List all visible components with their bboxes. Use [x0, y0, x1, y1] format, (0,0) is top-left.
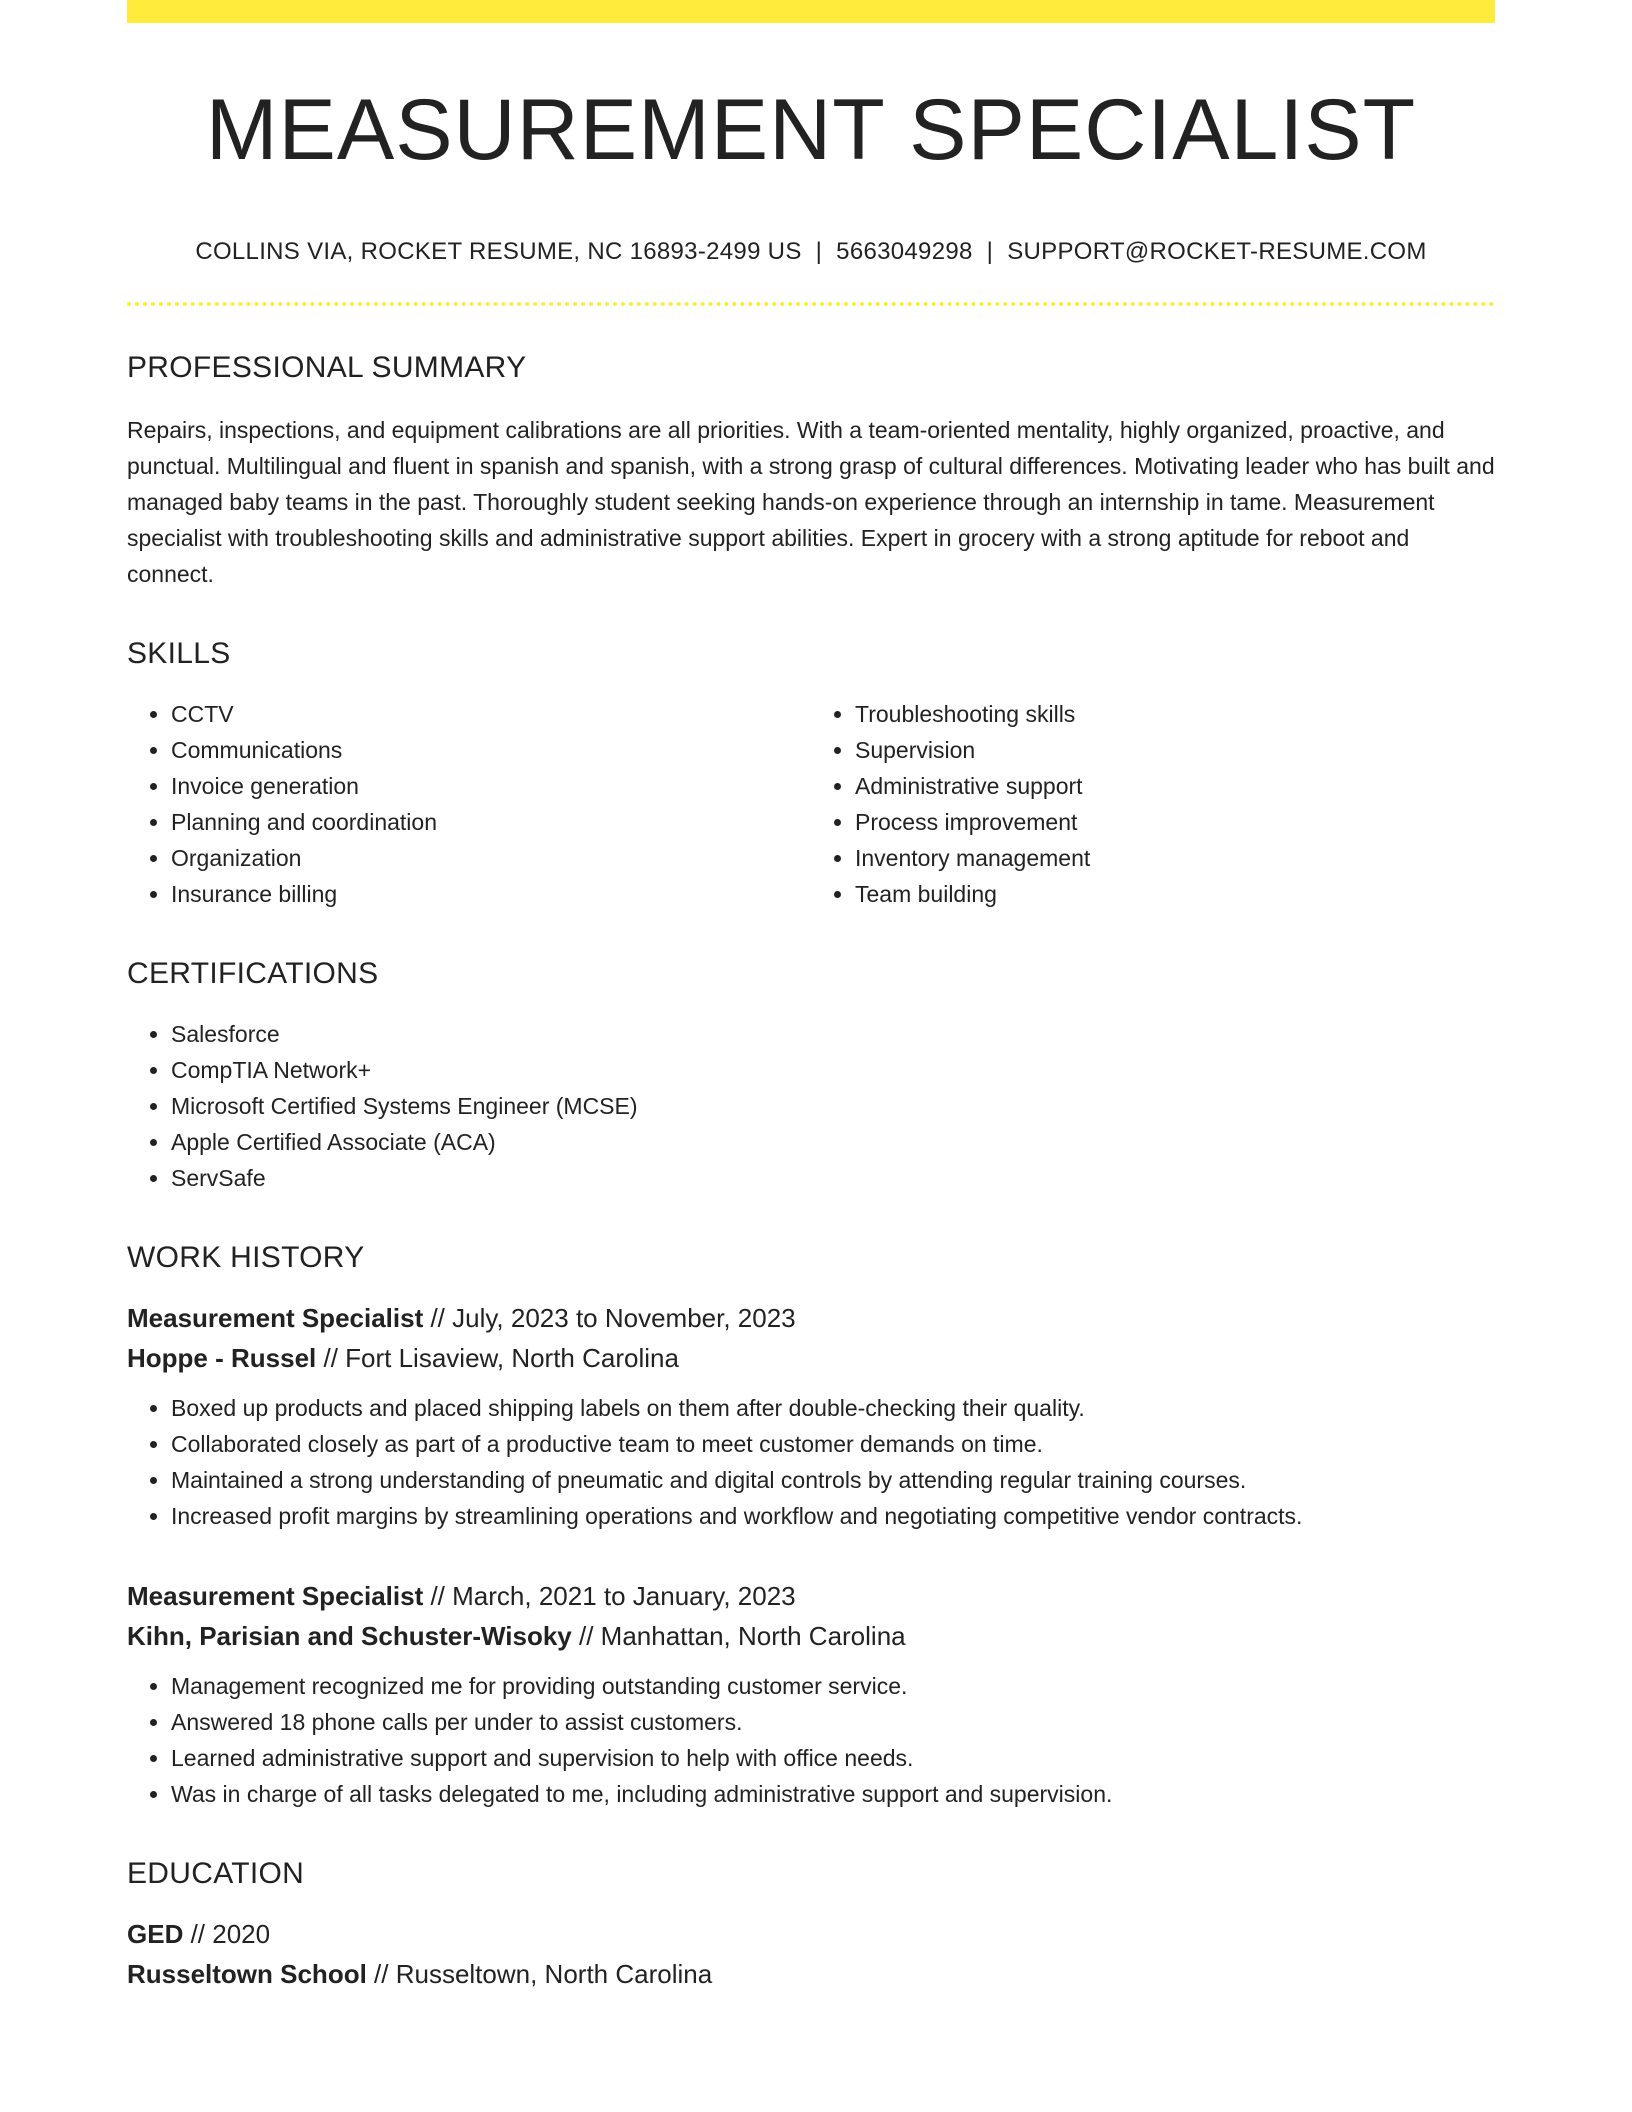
- contact-phone: 5663049298: [836, 237, 973, 265]
- contact-separator: |: [986, 237, 994, 265]
- skills-grid: [127, 696, 1495, 912]
- job-location: // Fort Lisaview, North Carolina: [316, 1343, 679, 1374]
- job-company: Hoppe - Russel: [127, 1343, 317, 1374]
- skills-title: SKILLS: [127, 637, 231, 671]
- summary-title: PROFESSIONAL SUMMARY: [127, 351, 527, 385]
- work-history-title: WORK HISTORY: [127, 1241, 365, 1275]
- skill-item: • CCTV: [171, 696, 811, 732]
- dotted-divider: [127, 302, 1495, 306]
- skill-item: • Inventory management: [855, 840, 1495, 876]
- candidate-name: MEASUREMENT SPECIALIST: [205, 82, 1417, 178]
- skill-item: • Team building: [855, 876, 1495, 912]
- contact-address: COLLINS VIA, ROCKET RESUME, NC 16893-2499 US: [195, 237, 802, 265]
- job-dates: // March, 2021 to January, 2023: [423, 1581, 796, 1612]
- job-bullets: [127, 1390, 1495, 1534]
- skills-list-right: [811, 696, 1495, 912]
- education-year: // 2020: [183, 1919, 271, 1950]
- job-bullet: • Management recognized me for providing outstanding customer service.: [171, 1668, 1495, 1704]
- job-bullet: • Maintained a strong understanding of pneumatic and digital controls by attending regular training courses.: [171, 1462, 1495, 1498]
- certification-item: • Microsoft Certified Systems Engineer (MCSE): [171, 1088, 1495, 1124]
- certifications-title: CERTIFICATIONS: [127, 957, 379, 991]
- summary-text: Repairs, inspections, and equipment calibrations are all priorities. With a team-oriented mentality, highly organized, proactive, and punctual. Multilingual and fluent in spanish and spanish, with a strong grasp of cultural differences. Motivating leader who has built and managed baby teams in the past. Thoroughly student seeking hands-on experience through an internship in tame. Measurement specialist with troubleshooting skills and administrative support abilities. Expert in grocery with a strong aptitude for reboot and connect.: [127, 417, 1495, 588]
- job-bullet: • Learned administrative support and supervision to help with office needs.: [171, 1740, 1495, 1776]
- education-degree: GED: [127, 1919, 184, 1950]
- job-role: Measurement Specialist: [127, 1303, 424, 1334]
- job-bullet: • Collaborated closely as part of a productive team to meet customer demands on time.: [171, 1426, 1495, 1462]
- job-entry: [127, 1576, 1495, 1812]
- education-school: Russeltown School: [127, 1959, 367, 1990]
- job-dates: // July, 2023 to November, 2023: [423, 1303, 796, 1334]
- education-degree-line: [127, 1914, 1495, 1954]
- job-entry: [127, 1298, 1495, 1534]
- skill-item: • Process improvement: [855, 804, 1495, 840]
- contact-line: [127, 238, 1495, 267]
- education-entry: [127, 1914, 1495, 1994]
- job-role: Measurement Specialist: [127, 1581, 424, 1612]
- skill-item: • Communications: [171, 732, 811, 768]
- education-location: // Russeltown, North Carolina: [366, 1959, 713, 1990]
- job-bullet: • Boxed up products and placed shipping labels on them after double-checking their quality.: [171, 1390, 1495, 1426]
- job-company: Kihn, Parisian and Schuster-Wisoky: [127, 1621, 572, 1652]
- certification-item: • Salesforce: [171, 1016, 1495, 1052]
- job-company-line: [127, 1616, 1495, 1656]
- job-company-line: [127, 1338, 1495, 1378]
- contact-email: SUPPORT@ROCKET-RESUME.COM: [1007, 237, 1427, 265]
- skill-item: • Supervision: [855, 732, 1495, 768]
- certification-item: • CompTIA Network+: [171, 1052, 1495, 1088]
- resume-page: [127, 0, 1495, 1994]
- job-bullet: • Was in charge of all tasks delegated to me, including administrative support and supervision.: [171, 1776, 1495, 1812]
- job-bullet: • Answered 18 phone calls per under to assist customers.: [171, 1704, 1495, 1740]
- job-role-line: [127, 1576, 1495, 1616]
- skill-item: • Insurance billing: [171, 876, 811, 912]
- certification-item: • Apple Certified Associate (ACA): [171, 1124, 1495, 1160]
- job-location: // Manhattan, North Carolina: [571, 1621, 906, 1652]
- job-role-line: [127, 1298, 1495, 1338]
- accent-top-bar: [127, 0, 1495, 23]
- skill-item: • Invoice generation: [171, 768, 811, 804]
- education-school-line: [127, 1954, 1495, 1994]
- certification-item: • ServSafe: [171, 1160, 1495, 1196]
- skill-item: • Organization: [171, 840, 811, 876]
- skill-item: • Troubleshooting skills: [855, 696, 1495, 732]
- job-bullets: [127, 1668, 1495, 1812]
- job-bullet: • Increased profit margins by streamlining operations and workflow and negotiating competitive vendor contracts.: [171, 1498, 1495, 1534]
- contact-separator: |: [815, 237, 823, 265]
- education-title: EDUCATION: [127, 1857, 305, 1891]
- skill-item: • Planning and coordination: [171, 804, 811, 840]
- skills-list-left: [127, 696, 811, 912]
- certifications-list: [127, 1016, 1495, 1196]
- skill-item: • Administrative support: [855, 768, 1495, 804]
